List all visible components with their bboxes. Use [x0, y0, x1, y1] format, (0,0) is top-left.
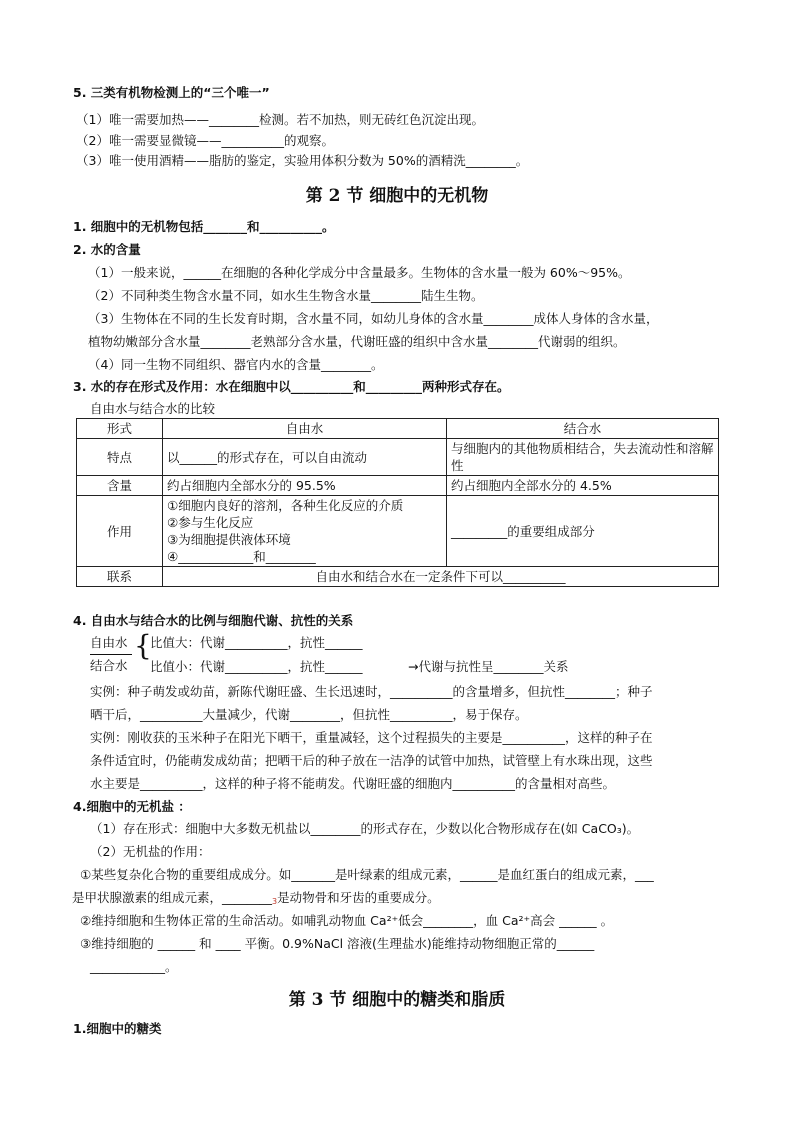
- text-line: ③维持细胞的 ______ 和 ____ 平衡。0.9%NaCl 溶液(生理盐水)能维持动物细胞正常的______: [80, 936, 595, 951]
- item-heading: 1. 细胞中的无机物包括_______和__________。: [73, 219, 335, 234]
- text-line: [72, 889, 440, 911]
- text-line: （1）唯一需要加热——________检测。若不加热，则无砖红色沉淀出现。: [76, 112, 484, 127]
- table-cell: 约占细胞内全部水分的 4.5%: [447, 476, 719, 496]
- text-line: （2）唯一需要显微镜——__________的观察。: [76, 133, 334, 148]
- fraction-numerator: 自由水: [90, 635, 128, 650]
- text-line: （2）无机盐的作用：: [90, 844, 211, 859]
- section-title: 第 3 节 细胞中的糖类和脂质: [288, 990, 506, 1010]
- text-line: ②维持细胞和生物体正常的生命活动。如哺乳动物血 Ca²⁺低会________，血 Ca²⁺高会 ______ 。: [80, 913, 614, 928]
- table-cell: 以______的形式存在，可以自由流动: [163, 439, 447, 476]
- table-header: 结合水: [447, 419, 719, 439]
- item-heading: 3. 水的存在形式及作用：水在细胞中以__________和_________两种形式存在。: [73, 379, 510, 394]
- table-header: 自由水: [163, 419, 447, 439]
- comparison-table: [76, 418, 719, 587]
- brace-icon: {: [134, 629, 152, 662]
- text-line: （3）唯一使用酒精——脂肪的鉴定，实验用体积分数为 50%的酒精洗________。: [76, 153, 529, 168]
- fraction-denominator: 结合水: [90, 658, 128, 673]
- item-heading: 2. 水的含量: [73, 242, 141, 257]
- section-title: 第 2 节 细胞中的无机物: [305, 186, 489, 206]
- text-line: 实例：刚收获的玉米种子在阳光下晒干，重量减轻，这个过程损失的主要是__________，这样的种子在: [90, 730, 653, 745]
- cell-line: ①细胞内良好的溶剂，各种生化反应的介质: [167, 498, 404, 513]
- item-heading: 4. 自由水与结合水的比例与细胞代谢、抗性的关系: [73, 613, 354, 628]
- row-label: 联系: [77, 567, 163, 587]
- row-label: 作用: [77, 496, 163, 567]
- text-line: 水主要是__________，这样的种子将不能萌发。代谢旺盛的细胞内__________的含量相对高些。: [90, 776, 616, 791]
- text-line: 晒干后，__________大量减少，代谢________，但抗性__________，易于保存。: [90, 707, 528, 722]
- text-line: →代谢与抗性呈________关系: [408, 659, 569, 674]
- text-line: 比值小：代谢__________，抗性______: [150, 659, 363, 674]
- text-line: （1）存在形式：细胞中大多数无机盐以________的形式存在，少数以化合物形成存在(如 CaCO₃)。: [90, 821, 640, 836]
- item-heading: 4.细胞中的无机盐 ：: [73, 799, 191, 814]
- text-segment: 是甲状腺激素的组成元素，________: [72, 890, 273, 905]
- text-line: （3）生物体在不同的生长发育时期，含水量不同，如幼儿身体的含水量________成体人身体的含水量，: [88, 311, 659, 326]
- mark-glyph: 3: [272, 897, 278, 906]
- cell-line: ④____________和________: [167, 549, 316, 564]
- text-line: 实例：种子萌发或幼苗，新陈代谢旺盛、生长迅速时，__________的含量增多，但抗性________；种子: [90, 684, 653, 699]
- text-line: ____________。: [90, 959, 178, 974]
- table-header: 形式: [77, 419, 163, 439]
- cell-line: ②参与生化反应: [167, 515, 254, 530]
- text-line: 比值大：代谢__________，抗性______: [150, 635, 363, 650]
- table-caption: 自由水与结合水的比较: [90, 401, 216, 416]
- item-heading: 1.细胞中的糖类: [73, 1021, 162, 1036]
- text-line: （1）一般来说，______在细胞的各种化学成分中含量最多。生物体的含水量一般为 60%～95%。: [88, 265, 631, 280]
- text-line: （4）同一生物不同组织、器官内水的含量________。: [88, 357, 384, 372]
- table-cell: [163, 496, 447, 567]
- table-cell: _________的重要组成部分: [447, 496, 719, 567]
- fraction-bar: [90, 654, 132, 655]
- text-line: ①某些复杂化合物的重要组成成分。如_______是叶绿素的组成元素，______是血红蛋白的组成元素，___: [80, 867, 654, 882]
- row-label: 特点: [77, 439, 163, 476]
- text-line: 条件适宜时，仍能萌发成幼苗；把晒干后的种子放在一洁净的试管中加热，试管壁上有水珠出现，这些: [90, 753, 653, 768]
- section-heading: 5. 三类有机物检测上的“三个唯一”: [73, 85, 270, 100]
- text-line: 植物幼嫩部分含水量________老熟部分含水量，代谢旺盛的组织中含水量________代谢弱的组织。: [88, 334, 626, 349]
- table-cell: 约占细胞内全部水分的 95.5%: [163, 476, 447, 496]
- table-cell: 与细胞内的其他物质相结合，失去流动性和溶解性: [447, 439, 719, 476]
- row-label: 含量: [77, 476, 163, 496]
- text-line: （2）不同种类生物含水量不同，如水生生物含水量________陆生生物。: [88, 288, 484, 303]
- text-segment: 是动物骨和牙齿的重要成分。: [277, 890, 440, 905]
- cell-line: ③为细胞提供液体环境: [167, 532, 291, 547]
- table-cell: 自由水和结合水在一定条件下可以__________: [163, 567, 719, 587]
